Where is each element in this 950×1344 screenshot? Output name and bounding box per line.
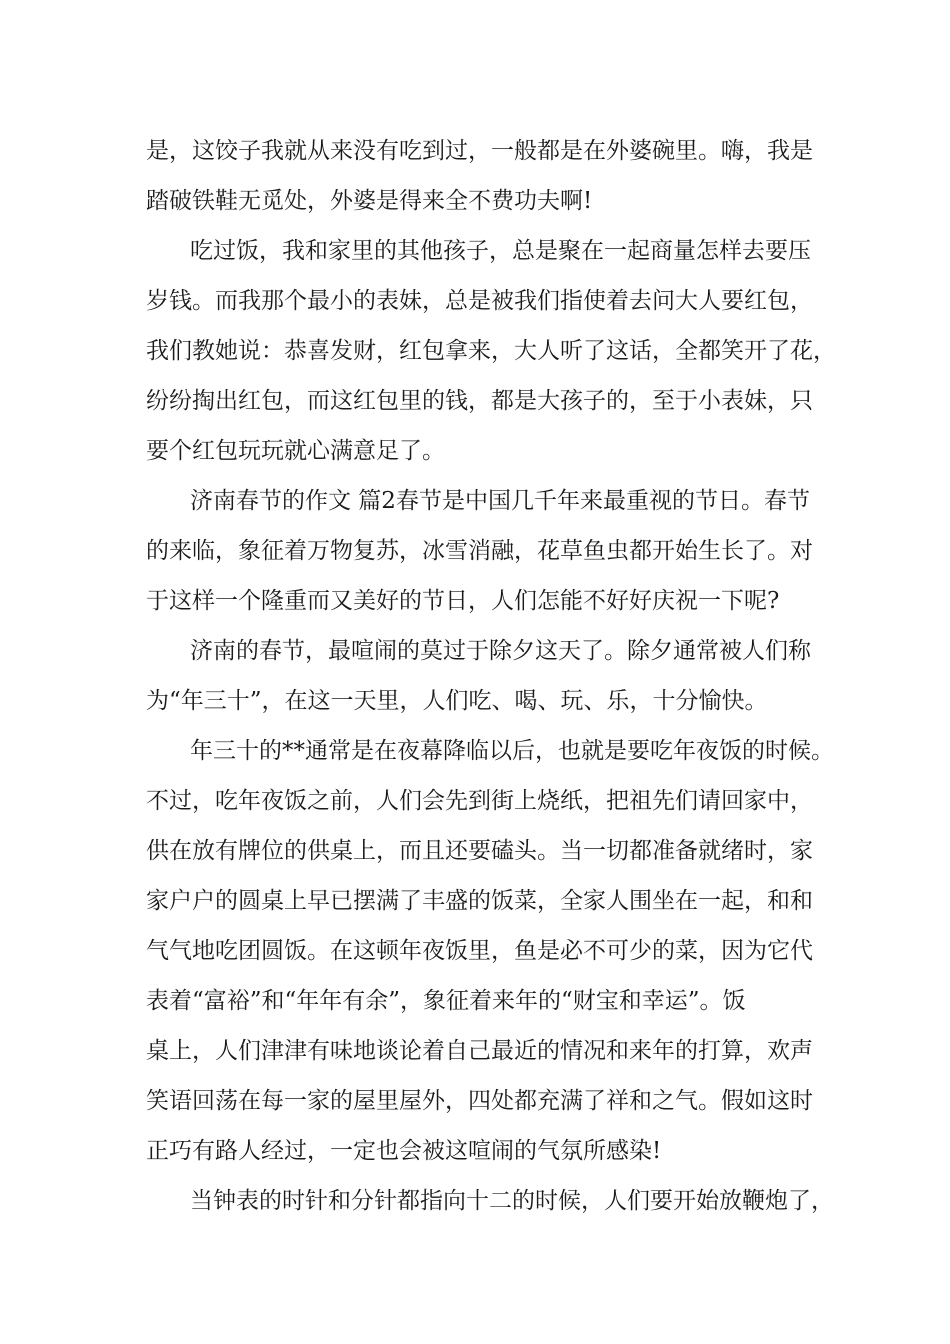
text-line: 气气地吃团圆饭。在这顿年夜饭里，鱼是必不可少的菜，因为它代 [146,938,813,964]
text-line: 纷纷掏出红包，而这红包里的钱，都是大孩子的，至于小表妹，只 [146,388,813,414]
paragraph-first-line: 济南春节的作文 篇2春节是中国几千年来最重视的节日。春节 [190,488,810,514]
paragraph-first-line: 当钟表的时针和分针都指向十二的时候，人们要开始放鞭炮了， [190,1188,834,1214]
text-line: 表着“富裕”和“年年有余”，象征着来年的“财宝和幸运”。饭 [146,988,746,1014]
text-line: 桌上，人们津津有味地谈论着自己最近的情况和来年的打算，欢声 [146,1038,813,1064]
text-line: 的来临，象征着万物复苏，冰雪消融，花草鱼虫都开始生长了。对 [146,538,813,564]
text-line: 不过，吃年夜饭之前，人们会先到街上烧纸，把祖先们请回家中， [146,788,813,814]
text-line: 于这样一个隆重而又美好的节日，人们怎能不好好庆祝一下呢? [146,588,780,614]
text-line: 家户户的圆桌上早已摆满了丰盛的饭菜，全家人围坐在一起，和和 [146,888,813,914]
text-line: 我们教她说：恭喜发财，红包拿来，大人听了这话，全都笑开了花， [146,338,836,364]
text-line: 是，这饺子我就从来没有吃到过，一般都是在外婆碗里。嗨，我是 [146,138,813,164]
text-line: 为“年三十”，在这一天里，人们吃、喝、玩、乐，十分愉快。 [146,688,768,714]
text-line: 正巧有路人经过，一定也会被这喧闹的气氛所感染! [146,1138,662,1164]
paragraph-first-line: 济南的春节，最喧闹的莫过于除夕这天了。除夕通常被人们称 [190,638,811,664]
text-line: 岁钱。而我那个最小的表妹，总是被我们指使着去问大人要红包， [146,288,813,314]
paragraph-first-line: 吃过饭，我和家里的其他孩子，总是聚在一起商量怎样去要压 [190,238,811,264]
text-line: 要个红包玩玩就心满意足了。 [146,438,445,464]
paragraph-first-line: 年三十的**通常是在夜幕降临以后，也就是要吃年夜饭的时候。 [190,738,834,764]
text-line: 笑语回荡在每一家的屋里屋外，四处都充满了祥和之气。假如这时 [146,1088,813,1114]
text-line: 踏破铁鞋无觅处，外婆是得来全不费功夫啊! [146,188,593,214]
text-line: 供在放有牌位的供桌上，而且还要磕头。当一切都准备就绪时，家 [146,838,813,864]
